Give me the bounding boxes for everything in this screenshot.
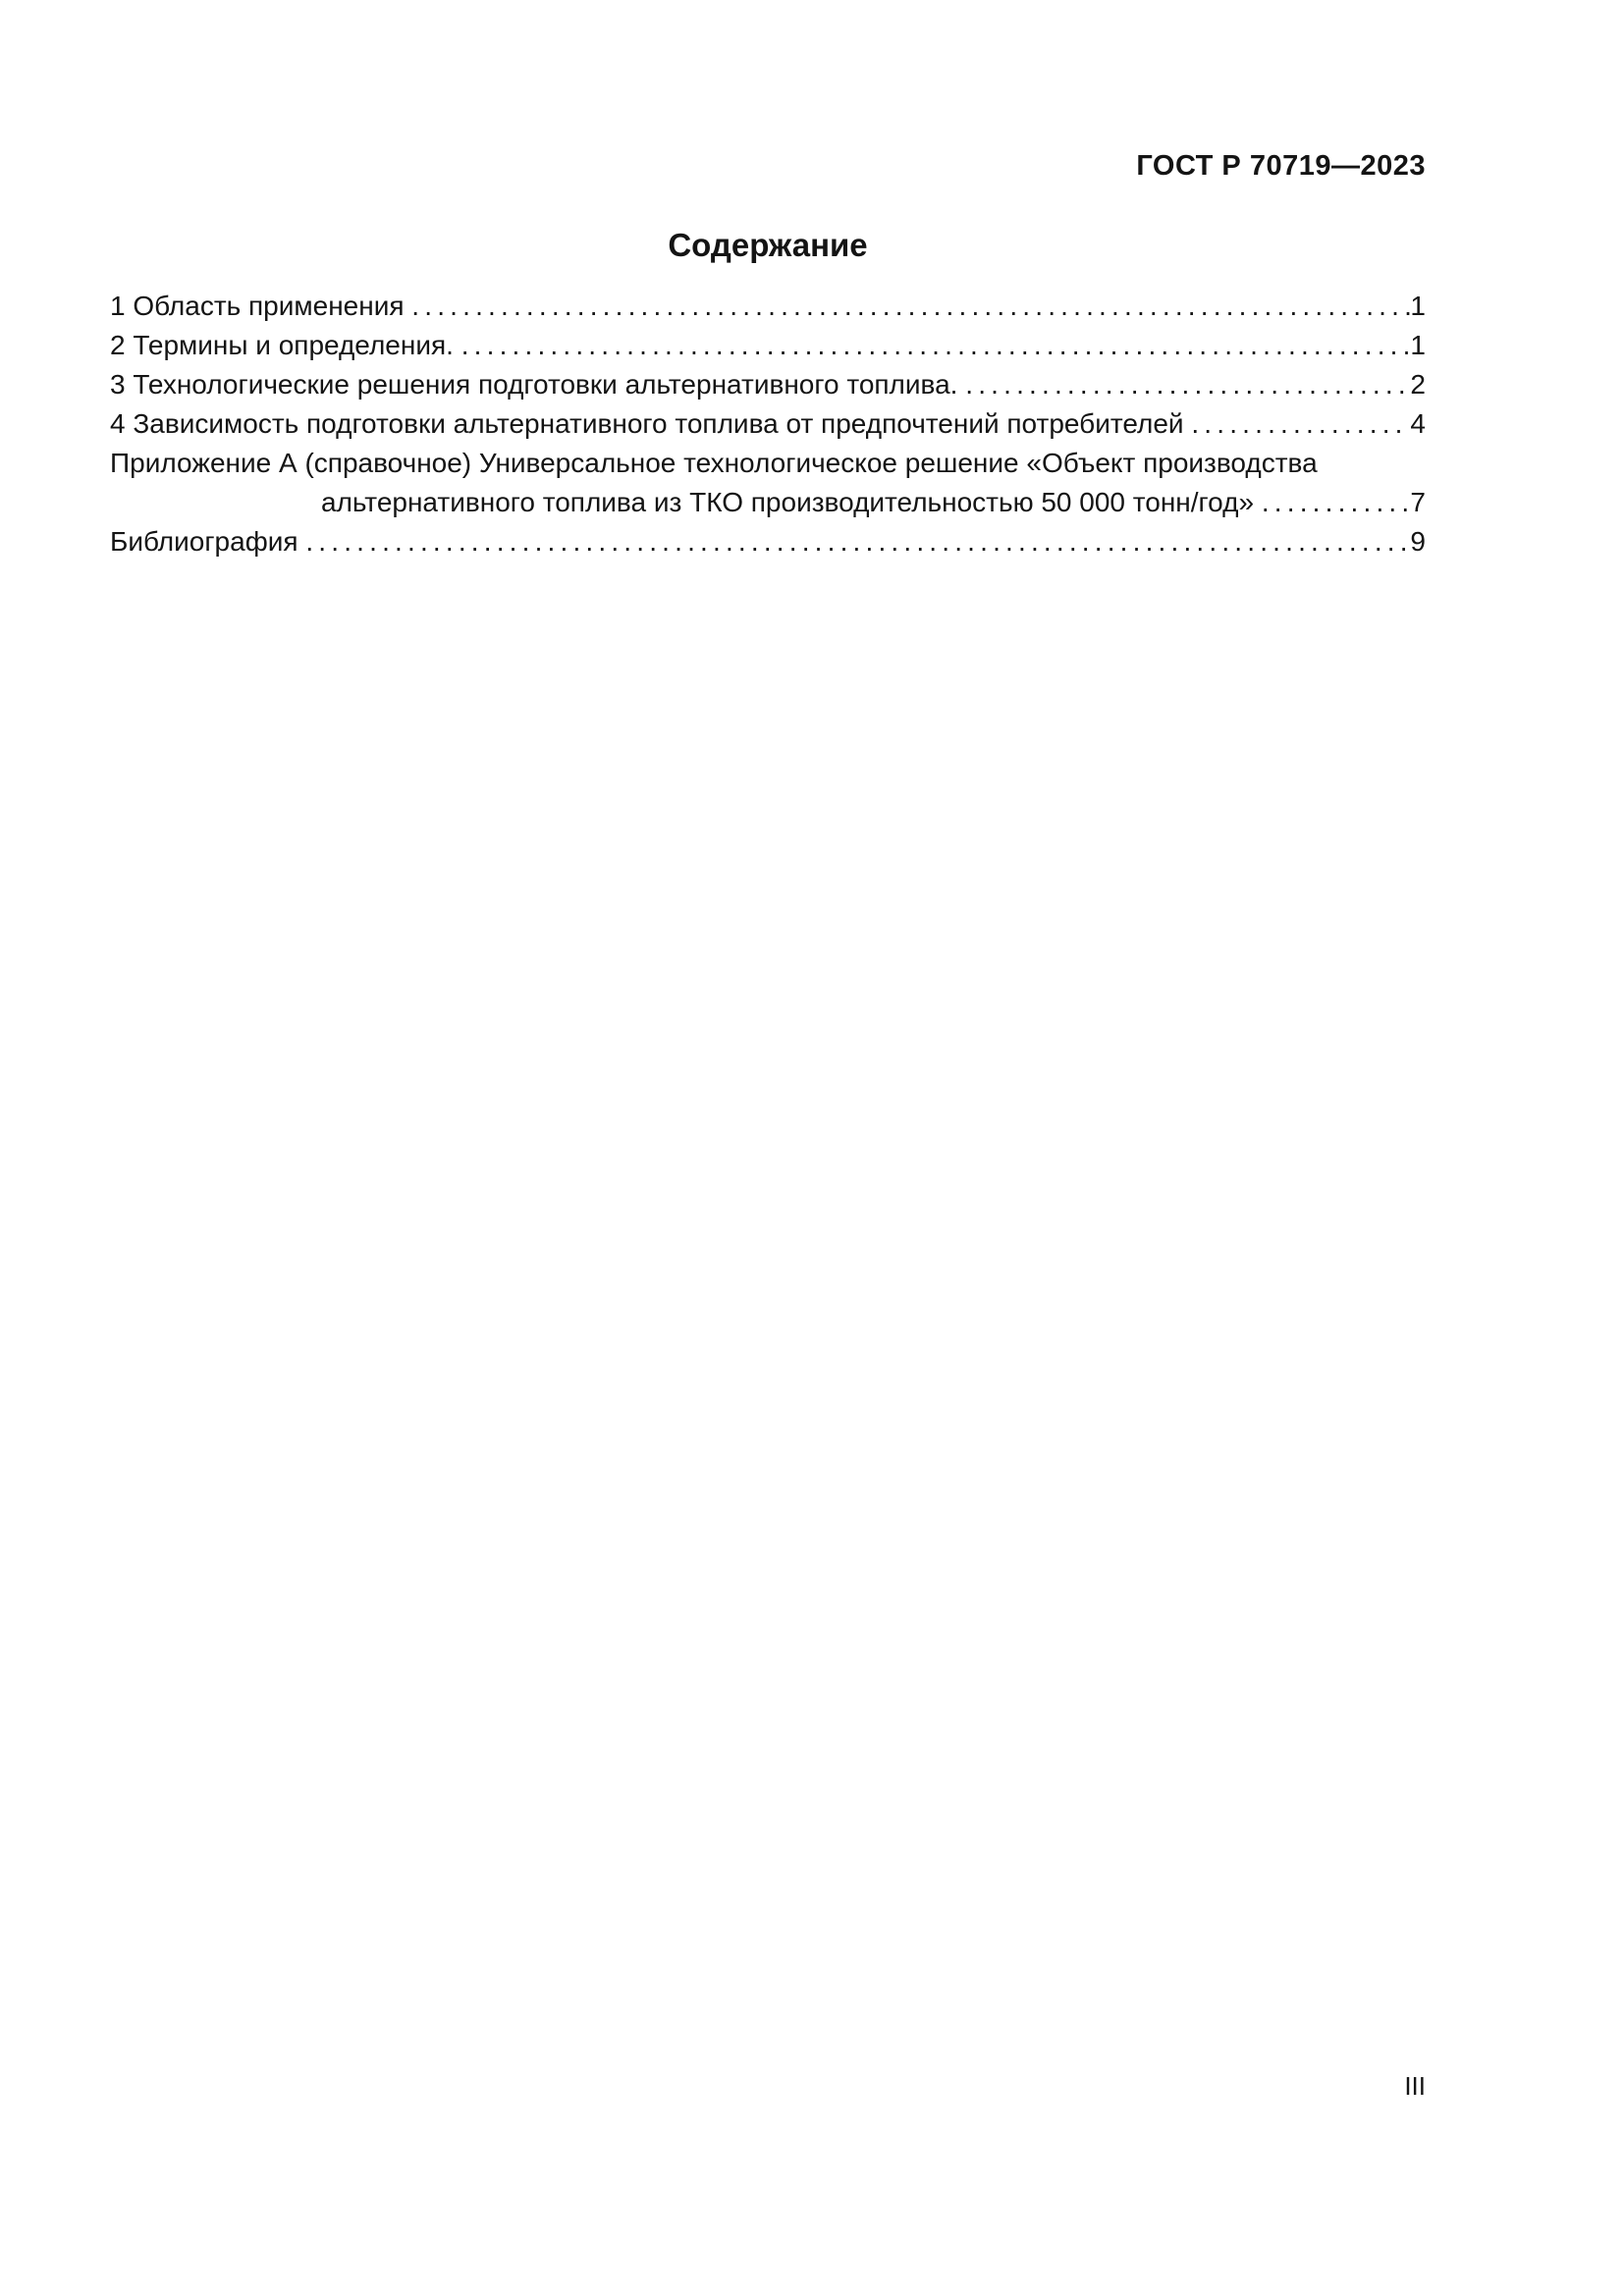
toc-entry-label: Приложение А (справочное) Универсальное технологическое решение «Объект производства — [110, 448, 1318, 478]
toc-entry-label: 4 Зависимость подготовки альтернативного топлива от предпочтений потребителей — [110, 408, 1184, 439]
document-code: ГОСТ Р 70719—2023 — [1136, 150, 1426, 182]
toc-entry-label: Библиография — [110, 526, 298, 557]
toc-entry-page: 7 — [1410, 487, 1426, 517]
toc-entry-page: 4 — [1410, 408, 1426, 439]
dot-leader — [405, 287, 1411, 326]
page-number: III — [1404, 2071, 1426, 2101]
toc-entry-appendix-a-line2 — [110, 483, 1426, 522]
toc-entry-bibliography — [110, 522, 1426, 561]
toc-entry-terms — [110, 326, 1426, 365]
dot-leader — [298, 522, 1411, 561]
dot-leader — [454, 326, 1411, 365]
toc-entry-label: 3 Технологические решения подготовки альтернативного топлива. — [110, 369, 958, 400]
table-of-contents — [110, 287, 1426, 561]
toc-entry-page: 1 — [1410, 291, 1426, 321]
toc-entry-page: 1 — [1410, 330, 1426, 360]
toc-entry-label-continuation: альтернативного топлива из ТКО производительностью 50 000 тонн/год» — [321, 487, 1255, 517]
toc-entry-appendix-a-line1 — [110, 444, 1426, 483]
toc-entry-page: 2 — [1410, 369, 1426, 400]
toc-entry-tech-solutions — [110, 365, 1426, 404]
toc-entry-scope — [110, 287, 1426, 326]
page-title: Содержание — [668, 227, 868, 263]
dot-leader — [1184, 404, 1411, 444]
toc-entry-label: 1 Область применения — [110, 291, 405, 321]
toc-entry-page: 9 — [1410, 526, 1426, 557]
toc-entry-label: 2 Термины и определения. — [110, 330, 454, 360]
toc-entry-dependency — [110, 404, 1426, 444]
dot-leader — [957, 365, 1410, 404]
dot-leader — [1254, 483, 1410, 522]
